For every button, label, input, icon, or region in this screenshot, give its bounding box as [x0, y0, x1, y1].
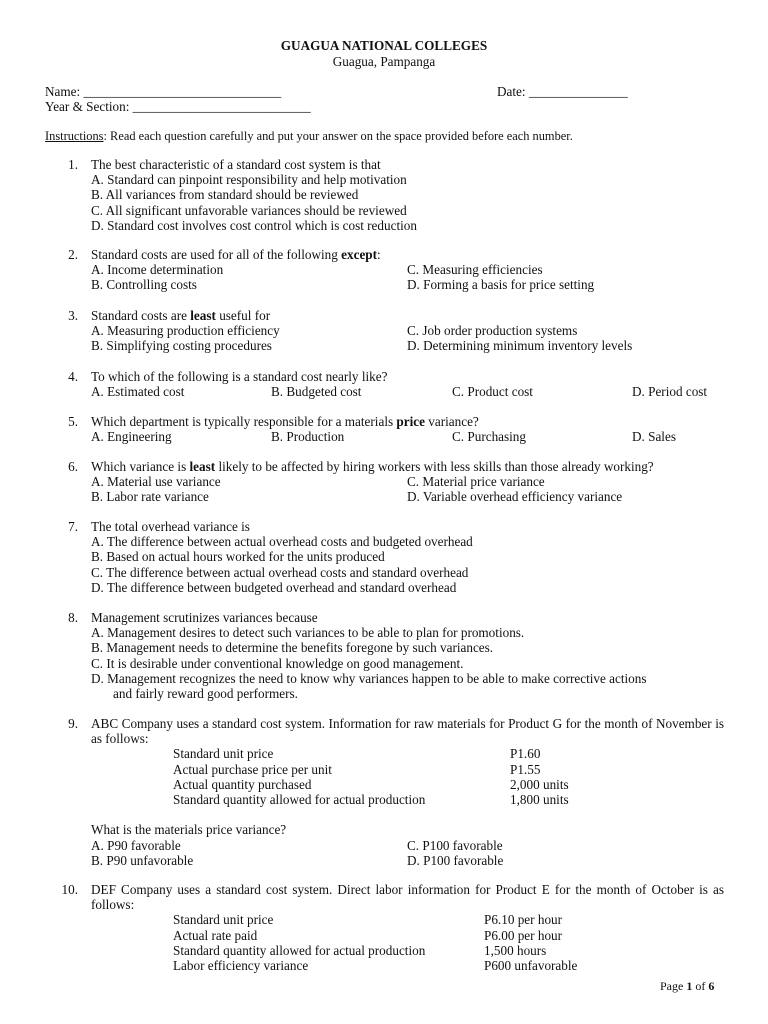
question-6: [0, 459, 768, 505]
option-d-continued: and fairly reward good performers.: [113, 685, 298, 701]
question-text: The total overhead variance is: [91, 519, 250, 534]
data-label: Standard unit price: [173, 912, 274, 928]
question-10: [0, 882, 768, 973]
option-d: D. P100 favorable: [407, 852, 504, 868]
option-c: C. Purchasing: [452, 429, 526, 445]
option-b: B. Controlling costs: [91, 277, 197, 293]
option-d: D. Management recognizes the need to know why variances happen to be able to make corrective actions: [91, 670, 647, 686]
option-c: C. Product cost: [452, 384, 533, 400]
option-a: A. Engineering: [91, 429, 172, 445]
question-text: DEF Company uses a standard cost system. Direct labor information for Product E for the month of October is as follows:: [91, 882, 724, 913]
option-c: C. Material price variance: [407, 474, 545, 490]
question-number: 5.: [68, 414, 78, 429]
question-text: To which of the following is a standard cost nearly like?: [91, 369, 388, 384]
data-value: P1.55: [510, 761, 541, 777]
option-d: D. Period cost: [632, 384, 708, 400]
option-a: A. P90 favorable: [91, 837, 181, 853]
option-a: A. Measuring production efficiency: [91, 323, 280, 339]
option-a: A. Material use variance: [91, 474, 221, 490]
option-a: A. The difference between actual overhead costs and budgeted overhead: [91, 534, 473, 550]
school-location: Guagua, Pampanga: [332, 54, 436, 69]
option-d: D. Variable overhead efficiency variance: [407, 489, 623, 505]
school-name: GUAGUA NATIONAL COLLEGES: [280, 38, 488, 53]
option-c: C. Measuring efficiencies: [407, 262, 543, 278]
question-3: [0, 308, 768, 354]
option-b: B. Budgeted cost: [271, 384, 362, 400]
option-b: B. Simplifying costing procedures: [91, 338, 272, 354]
option-b: B. All variances from standard should be reviewed: [91, 187, 359, 203]
data-label: Standard unit price: [173, 746, 274, 762]
page-number: Page 1 of 6: [660, 979, 715, 993]
data-value: P6.00 per hour: [484, 927, 563, 943]
data-label: Standard quantity allowed for actual production: [173, 942, 426, 958]
question-1: [0, 157, 768, 233]
data-label: Actual quantity purchased: [173, 776, 312, 792]
question-text: Management scrutinizes variances because: [91, 610, 318, 625]
question-5: [0, 414, 768, 444]
question-number: 9.: [68, 716, 78, 731]
option-d: D. Sales: [632, 429, 676, 445]
option-c: C. The difference between actual overhead costs and standard overhead: [91, 564, 469, 580]
option-b: B. Based on actual hours worked for the units produced: [91, 549, 385, 565]
sub-question: What is the materials price variance?: [91, 822, 287, 838]
question-text: Standard costs are used for all of the following except:: [91, 247, 381, 262]
option-b: B. P90 unfavorable: [91, 852, 194, 868]
instructions-label: Instructions: [45, 129, 104, 143]
option-d: D. Standard cost involves cost control which is cost reduction: [91, 217, 417, 233]
option-a: A. Standard can pinpoint responsibility and help motivation: [91, 172, 407, 188]
data-value: P6.10 per hour: [484, 912, 563, 928]
question-8: [0, 610, 768, 701]
date-field[interactable]: Date: _______________: [497, 84, 628, 99]
option-a: A. Estimated cost: [91, 384, 185, 400]
question-4: [0, 369, 768, 399]
instructions: [45, 129, 573, 144]
option-b: B. Production: [271, 429, 345, 445]
question-text: ABC Company uses a standard cost system. Information for raw materials for Product G for the month of November is as follows:: [91, 716, 724, 747]
option-c: C. P100 favorable: [407, 837, 503, 853]
question-number: 6.: [68, 459, 78, 474]
option-d: D. Forming a basis for price setting: [407, 277, 595, 293]
name-field[interactable]: Name: ______________________________: [45, 84, 282, 99]
data-value: 1,800 units: [510, 791, 569, 807]
option-c: C. All significant unfavorable variances should be reviewed: [91, 202, 407, 218]
question-number: 1.: [68, 157, 78, 172]
instructions-text: : Read each question carefully and put your answer on the space provided before each number.: [103, 129, 573, 143]
data-label: Actual purchase price per unit: [173, 761, 332, 777]
question-text: Which variance is least likely to be affected by hiring workers with less skills than those already working?: [91, 459, 654, 474]
question-2: [0, 247, 768, 293]
option-d: D. Determining minimum inventory levels: [407, 338, 633, 354]
question-number: 3.: [68, 308, 78, 323]
option-a: A. Income determination: [91, 262, 224, 278]
question-number: 10.: [61, 882, 78, 897]
question-number: 2.: [68, 247, 78, 262]
data-label: Labor efficiency variance: [173, 957, 309, 973]
data-value: 2,000 units: [510, 776, 569, 792]
option-c: C. It is desirable under conventional knowledge on good management.: [91, 655, 464, 671]
option-a: A. Management desires to detect such variances to be able to plan for promotions.: [91, 625, 525, 641]
data-value: P600 unfavorable: [484, 957, 578, 973]
question-number: 7.: [68, 519, 78, 534]
option-d: D. The difference between budgeted overhead and standard overhead: [91, 579, 457, 595]
question-text: Which department is typically responsible for a materials price variance?: [91, 414, 479, 429]
data-label: Actual rate paid: [173, 927, 258, 943]
data-value: P1.60: [510, 746, 541, 762]
option-b: B. Management needs to determine the benefits foregone by such variances.: [91, 640, 494, 656]
year-section-field[interactable]: Year & Section: ___________________________: [45, 99, 311, 114]
data-value: 1,500 hours: [484, 942, 547, 958]
option-c: C. Job order production systems: [407, 323, 578, 339]
option-b: B. Labor rate variance: [91, 489, 209, 505]
question-number: 8.: [68, 610, 78, 625]
question-7: [0, 519, 768, 595]
question-number: 4.: [68, 369, 78, 384]
question-9: [0, 716, 768, 868]
question-text: The best characteristic of a standard cost system is that: [91, 157, 381, 172]
data-label: Standard quantity allowed for actual production: [173, 791, 426, 807]
question-text: Standard costs are least useful for: [91, 308, 271, 323]
